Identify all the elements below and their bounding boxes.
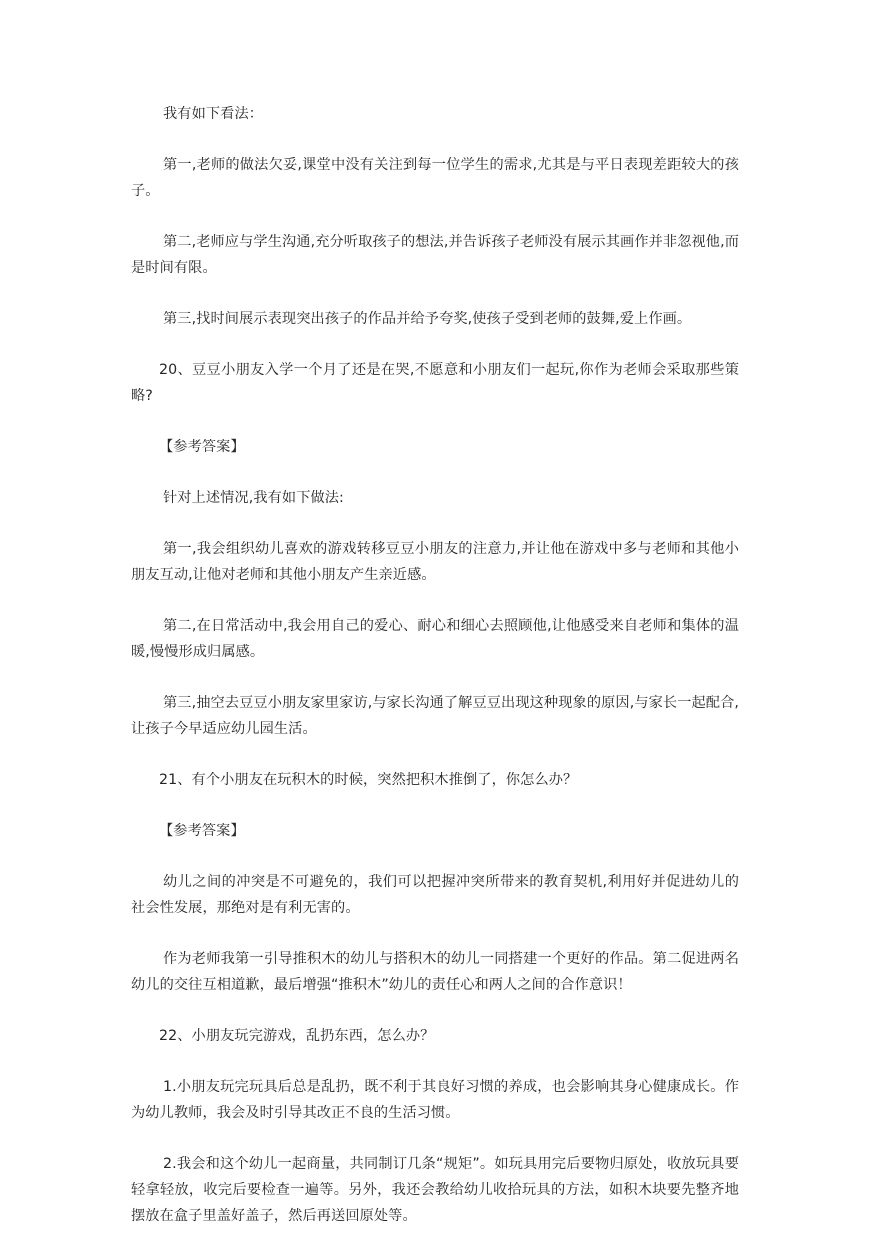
answer-20-point-3: 第三,抽空去豆豆小朋友家里家访,与家长沟通了解豆豆出现这种现象的原因,与家长一起配合,让孩子今早适应幼儿园生活。 — [131, 695, 739, 737]
opinion-point-2: 第二,老师应与学生沟通,充分听取孩子的想法,并告诉孩子老师没有展示其画作并非忽视他,而是时间有限。 — [131, 234, 739, 276]
opinion-point-1: 第一,老师的做法欠妥,课堂中没有关注到每一位学生的需求,尤其是与平日表现差距较大的孩子。 — [131, 157, 739, 199]
reference-answer-label: 【参考答案】 — [159, 823, 245, 839]
opinion-intro: 我有如下看法： — [163, 106, 264, 122]
question-20: 20、豆豆小朋友入学一个月了还是在哭,不愿意和小朋友们一起玩,你作为老师会采取那些策略? — [131, 362, 739, 404]
answer-20-intro: 针对上述情况,我有如下做法: — [163, 490, 344, 506]
answer-21-paragraph-2: 作为老师我第一引导推积木的幼儿与搭积木的幼儿一同搭建一个更好的作品。第二促进两名幼儿的交往互相道歉，最后增强“推积木”幼儿的责任心和两人之间的合作意识！ — [131, 951, 739, 993]
answer-21-paragraph-1: 幼儿之间的冲突是不可避免的，我们可以把握冲突所带来的教育契机,利用好并促进幼儿的社会性发展，那绝对是有利无害的。 — [131, 874, 739, 916]
answer-20-point-1: 第一,我会组织幼儿喜欢的游戏转移豆豆小朋友的注意力,并让他在游戏中多与老师和其他小朋友互动,让他对老师和其他小朋友产生亲近感。 — [131, 541, 739, 583]
question-22: 22、小朋友玩完游戏，乱扔东西，怎么办？ — [159, 1028, 435, 1044]
answer-20-point-2: 第二,在日常活动中,我会用自己的爱心、耐心和细心去照顾他,让他感受来自老师和集体的温暖,慢慢形成归属感。 — [131, 618, 739, 660]
opinion-point-3: 第三,找时间展示表现突出孩子的作品并给予夸奖,使孩子受到老师的鼓舞,爱上作画。 — [163, 311, 692, 327]
reference-answer-label: 【参考答案】 — [159, 439, 245, 455]
answer-22-point-2: 2.我会和这个幼儿一起商量，共同制订几条“规矩”。如玩具用完后要物归原处，收放玩具要轻拿轻放，收完后要检查一遍等。另外，我还会教给幼儿收拾玩具的方法，如积木块要先整齐地摆放在盒子里盖好盖子，然后再送回原处等。 — [131, 1156, 739, 1224]
question-21: 21、有个小朋友在玩积木的时候，突然把积木推倒了，你怎么办？ — [159, 772, 578, 788]
document-body — [131, 101, 739, 1254]
answer-22-point-1: 1.小朋友玩完玩具后总是乱扔，既不利于其良好习惯的养成，也会影响其身心健康成长。作为幼儿教师，我会及时引导其改正不良的生活习惯。 — [131, 1079, 739, 1121]
